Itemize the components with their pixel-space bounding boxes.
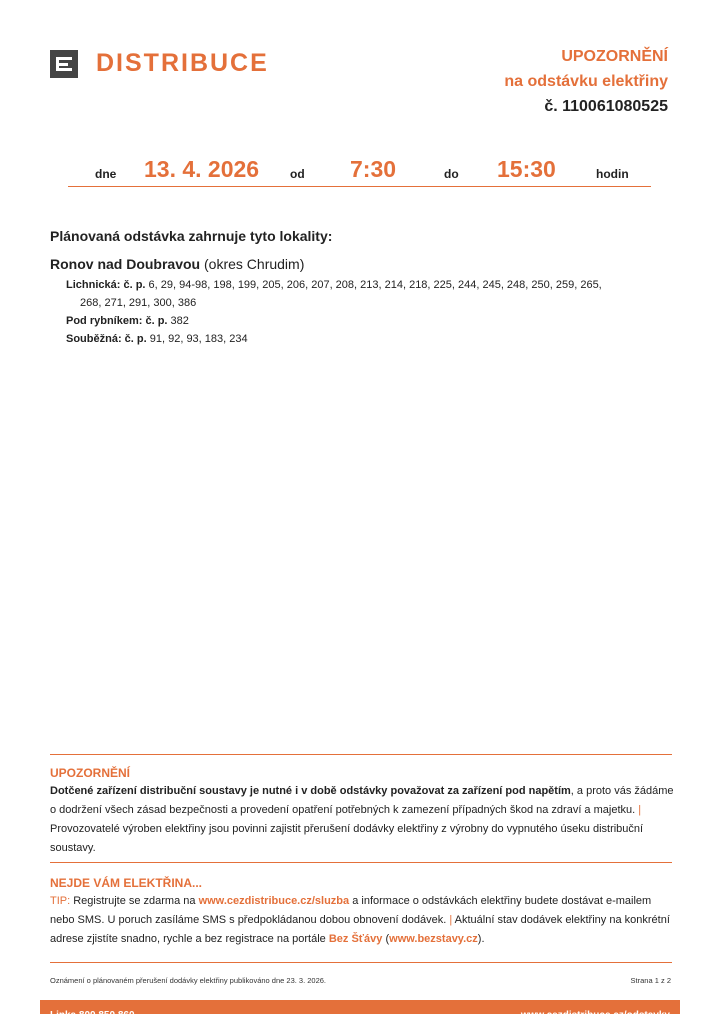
warning-text-part1: , a proto vás žádáme o dodržení všech zásad bezpečnosti a provedení opatření potřebných k zamezení případných škod na zdraví a majetku. — [50, 785, 674, 816]
warning-text-part2: Provozovatelé výroben elektřiny jsou povinni zajistit přerušení dodávky elektřiny z výrobny do vypnutého úseku distribuční soustavy. — [50, 823, 644, 854]
hotline: Linka 800 850 860 — [50, 1010, 135, 1021]
portal-name: Bez Šťávy — [328, 933, 383, 945]
warning-bold-text: Dotčené zařízení distribuční soustavy je nutné i v době odstávky považovat za zařízení pod napětím — [50, 785, 571, 797]
street-name: Lichnická: č. p. — [66, 279, 146, 291]
date-label: dne — [95, 167, 117, 181]
street-numbers: 91, 92, 93, 183, 234 — [146, 333, 248, 345]
info-text3: Aktuální stav dodávek elektřiny na konkrétní adrese zjistíte snadno, rychle a bez registrace na portále — [50, 914, 670, 945]
street-numbers: 382 — [167, 315, 189, 327]
localities-heading: Plánovaná odstávka zahrnuje tyto lokality: — [50, 228, 333, 244]
street-name: Pod rybníkem: č. p. — [66, 315, 168, 327]
notice-title — [504, 44, 668, 119]
from-time: 7:30 — [350, 156, 397, 182]
notice-number: č. 110061080525 — [544, 98, 668, 115]
unit-label: hodin — [596, 167, 629, 181]
info-text5: ). — [477, 933, 485, 945]
from-label: od — [290, 167, 305, 181]
street-item — [66, 276, 676, 294]
info-text1: Registrujte se zdarma na — [70, 895, 199, 907]
cez-logo-icon — [50, 50, 78, 78]
separator: | — [638, 804, 642, 816]
to-time: 15:30 — [497, 156, 556, 182]
page-number: Strana 1 z 2 — [630, 976, 671, 985]
divider — [50, 754, 672, 755]
outage-date-row — [68, 150, 651, 187]
info-text2: a informace o odstávkách elektřiny budete dostávat e-mailem nebo SMS. U poruch zasíláme SMS s předpokládanou dobou obnovení dodávek. — [50, 895, 652, 926]
published-note: Oznámení o plánovaném přerušení dodávky elektřiny publikováno dne 23. 3. 2026. — [50, 976, 327, 985]
street-numbers-continued: 268, 271, 291, 300, 386 — [80, 297, 197, 309]
outages-link[interactable]: www.cezdistribuce.cz/odstavky — [520, 1010, 670, 1021]
city-name: Ronov nad Doubravou — [50, 256, 201, 272]
notice-title-line2: na odstávku elektřiny — [504, 73, 668, 90]
to-label: do — [444, 167, 459, 181]
separator: | — [449, 914, 453, 926]
divider — [50, 862, 672, 863]
street-list — [66, 276, 676, 348]
city-district: (okres Chrudim) — [200, 256, 305, 272]
brand-name: DISTRIBUCE — [96, 49, 269, 77]
notice-title-line1: UPOZORNĚNÍ — [561, 48, 668, 65]
city — [50, 256, 304, 272]
portal-link[interactable]: www.bezstavy.cz — [389, 933, 478, 945]
street-item — [66, 330, 676, 348]
street-numbers: 6, 29, 94-98, 198, 199, 205, 206, 207, 208, 213, 214, 218, 225, 244, 245, 248, 250, 259, 265, — [145, 279, 602, 291]
outage-date: 13. 4. 2026 — [144, 156, 260, 182]
info-title: NEJDE VÁM ELEKTŘINA... — [50, 876, 203, 890]
warning-text — [50, 782, 676, 858]
street-item — [66, 312, 676, 330]
tip-label: TIP: — [50, 895, 71, 907]
info-text4: ( — [382, 933, 390, 945]
street-name: Souběžná: č. p. — [66, 333, 147, 345]
divider — [50, 962, 672, 963]
warning-title: UPOZORNĚNÍ — [50, 766, 131, 780]
info-text — [50, 892, 676, 949]
registration-link[interactable]: www.cezdistribuce.cz/sluzba — [198, 895, 350, 907]
footer-bar — [40, 1000, 680, 1021]
